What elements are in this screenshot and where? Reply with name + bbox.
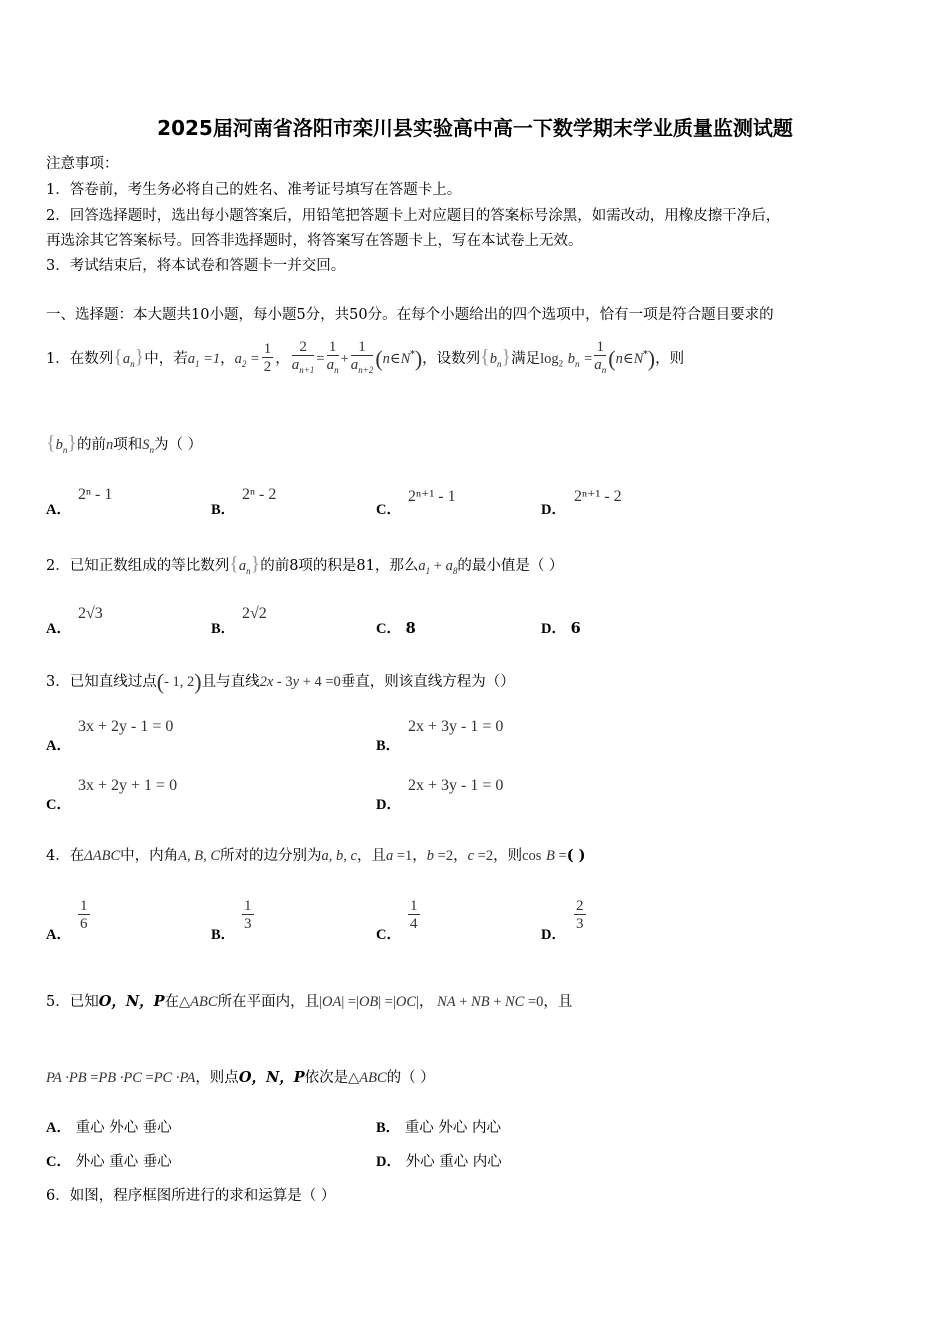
- q4-option-d[interactable]: D．: [541, 927, 566, 943]
- q3-option-b[interactable]: B．: [376, 738, 401, 754]
- q5-option-c[interactable]: C． 外心 重心 垂心: [46, 1154, 172, 1170]
- math-a1: $a_1 =1$: [187, 350, 221, 369]
- q2-option-b[interactable]: B．: [211, 621, 236, 637]
- question-2: 2．已知正数组成的等比数列$\{a_n\}$的前8项的积是81，那么$a_1 + a_8$的最小值是（ ）: [46, 553, 564, 576]
- q4-option-b[interactable]: B．: [211, 927, 236, 943]
- q1-option-a[interactable]: A．: [46, 502, 71, 518]
- q5-option-a[interactable]: A． 重心 外心 垂心: [46, 1120, 172, 1136]
- section-heading: 一、选择题：本大题共10小题，每小题5分，共50分。在每个小题给出的四个选项中，恰有一项是符合题目要求的: [46, 307, 774, 323]
- notes-heading: 注意事项：: [46, 156, 119, 172]
- question-4: 4．在ΔABC中，内角A, B, C所对的边分别为a, b, c，且a =1，b =2，c =2，则cos B =( ): [46, 847, 586, 864]
- q3-option-c[interactable]: C．: [46, 797, 71, 813]
- question-5-cont: PA ·PB =PB ·PC =PC ·PA，则点O，N，P依次是△ABC的（ ）: [46, 1069, 435, 1086]
- q2-option-c[interactable]: C． 8: [376, 620, 416, 637]
- question-1: 1．在数列$\{a_n\}$中，若$a_1 =1$，$a_2$ = $\frac{1}{2}$ ， $\frac{2}{a_{n+1}}$ = $\frac{1}{a_n}$ + $\frac{1}{a_{n+2}}$ (n∈N*)，设数列$\{b_n\}$满足$\log_2 b_n$ = $\frac{1}{a_n}$ (n∈N*)，则: [46, 338, 685, 376]
- notes-item-1: 1．答卷前，考生务必将自己的姓名、准考证号填写在答题卡上。: [46, 182, 462, 198]
- question-3: 3．已知直线过点(- 1, 2)且与直线2x - 3y + 4 =0垂直，则该直线方程为（）: [46, 669, 515, 694]
- math-a2: $a_2$ =: [234, 350, 260, 369]
- q5-option-b[interactable]: B． 重心 外心 内心: [376, 1120, 501, 1136]
- q1-option-b[interactable]: B．: [211, 502, 236, 518]
- q3-option-a[interactable]: A．: [46, 738, 71, 754]
- q1-option-d[interactable]: D．: [541, 502, 566, 518]
- q2-option-d[interactable]: D． 6: [541, 620, 581, 637]
- question-5: 5．已知O，N，P在△ABC所在平面内，且|OA| =|OB| =|OC|， NA + NB + NC =0，且: [46, 993, 573, 1010]
- question-number: 1．: [46, 350, 70, 367]
- notes-item-2-cont: 再选涂其它答案标号。回答非选择题时，将答案写在答题卡上，写在本试卷上无效。: [46, 233, 583, 249]
- q1-option-c[interactable]: C．: [376, 502, 401, 518]
- page-title: 2025届河南省洛阳市栾川县实验高中高一下数学期末学业质量监测试题: [157, 116, 793, 140]
- q4-option-c[interactable]: C．: [376, 927, 401, 943]
- question-1-cont: $\{b_n\}$的前n项和$S_n$为（ ）: [46, 432, 203, 455]
- notes-item-3: 3．考试结束后，将本试卷和答题卡一并交回。: [46, 258, 346, 274]
- q4-option-a[interactable]: A．: [46, 927, 71, 943]
- exam-page: 2025届河南省洛阳市栾川县实验高中高一下数学期末学业质量监测试题 注意事项： 1．答卷前，考生务必将自己的姓名、准考证号填写在答题卡上。 2．回答选择题时，选出每小题答案后，用铅笔把答题卡上对应题目的答案标号涂黑，如需改动，用橡皮擦干净后， 再选涂其它答案标号。回答非选择题时，将答案写在答题卡上，写在本试卷上无效。 3．考试结束后，将本试卷和答题卡一并交回。 一、选择题：本大题共10小题，每小题5分，共50分。在每个小题给出的四个选项中，恰有一项是符合题目要求的 1．在数列$\{a_n\}$中，若$a_1 =1$，$a_2$ = $\frac{1}{2}$ ， $\frac{2}{a_{n+1}}$ = $\frac{1}{a_n}$ + $\frac{1}{a_{n+2}}$ (n∈N*)，设数列$\{b_n\}$满足$\log_2 b_n$ = $\frac{1}{a_n}$ (n∈N*)，则 $\{b_n\}$的前n项和$S_n$为（ ） A． 2ⁿ - 1 B． 2ⁿ - 2 C． 2ⁿ⁺¹ - 1 D． 2ⁿ⁺¹ - 2 2．已知正数组成的等比数列$\{a_n\}$的前8项的积是81，那么$a_1 + a_8$的最小值是（ ） A． 2√3 B． 2√2 C． 8 D． 6 3．已知直线过点(- 1, 2)且与直线2x - 3y + 4 =0垂直，则该直线方程为（） A． 3x + 2y - 1 = 0 B． 2x + 3y - 1 = 0 C． 3x + 2y + 1 = 0 D． 2x + 3y - 1 = 0 4．在ΔABC中，内角A, B, C所对的边分别为a, b, c，且a =1，b =2，c =2，则cos B =( ) A． $\frac{1}{6}$ B． $\frac{1}{3}$ C． $\frac{1}{4}$ D． $\frac{2}{3}$ 5．已知O，N，P在△ABC所在平面内，且|OA| =|OB| =|OC|， NA + NB + NC =0，且 PA ·PB =PB ·PC =PC ·PA，则点O，N，P依次是△ABC的（ ） A． 重心 外心 垂心 B． 重心 外心 内心 C． 外心 重心 垂心 D． 外心 重心 内心 6．如图，程序框图所进行的求和运算是（ ）: [0, 0, 950, 1344]
- question-6: 6．如图，程序框图所进行的求和运算是（ ）: [46, 1188, 336, 1204]
- notes-item-2: 2．回答选择题时，选出每小题答案后，用铅笔把答题卡上对应题目的答案标号涂黑，如需改动，用橡皮擦干净后，: [46, 208, 781, 224]
- q3-option-d[interactable]: D．: [376, 797, 401, 813]
- q2-option-a[interactable]: A．: [46, 621, 71, 637]
- q5-option-d[interactable]: D． 外心 重心 内心: [376, 1154, 502, 1170]
